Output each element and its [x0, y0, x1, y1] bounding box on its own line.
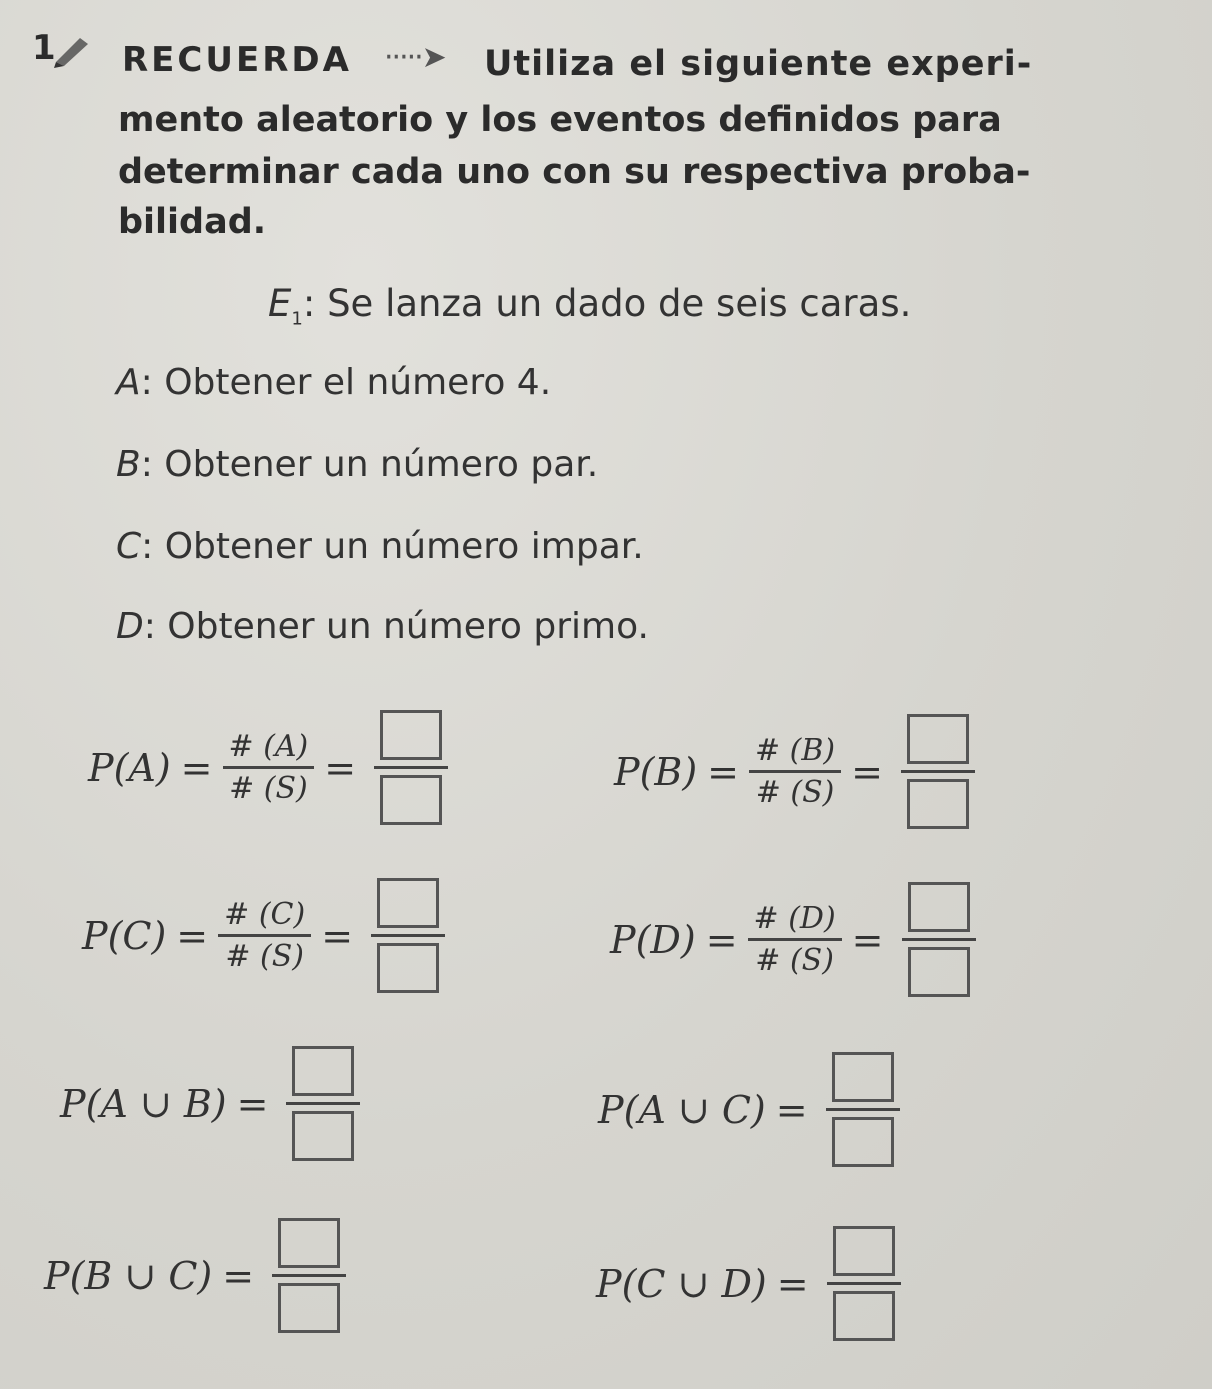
count-fraction [748, 899, 842, 980]
numerator-answer-box[interactable] [380, 710, 442, 760]
intro-line-3: determinar cada uno con su respectiva proba- [118, 152, 1031, 192]
numerator-answer-box[interactable] [278, 1218, 340, 1268]
event-a [116, 362, 551, 403]
fraction-denominator: # (S) [755, 775, 835, 810]
answer-fraction [272, 1212, 346, 1339]
answer-fraction [827, 1220, 901, 1347]
answer-fraction [902, 876, 976, 1003]
arrow-icon: ·····➤ [384, 40, 445, 75]
denominator-answer-box[interactable] [278, 1283, 340, 1333]
formula-lhs: P(C ∪ D) [596, 1261, 767, 1306]
equals-sign: = [180, 745, 213, 790]
formula-lhs: P(A ∪ B) [60, 1081, 227, 1126]
formula-lhs: P(A) [88, 745, 171, 790]
experiment-label: E [268, 282, 292, 325]
equals-sign: = [321, 913, 354, 958]
numerator-answer-box[interactable] [907, 714, 969, 764]
equals-sign: = [776, 1261, 809, 1306]
formula-p-b [614, 708, 975, 835]
equals-sign: = [324, 745, 357, 790]
equals-sign: = [707, 749, 739, 794]
fraction-numerator: # (C) [224, 897, 306, 932]
fraction-numerator: # (A) [228, 729, 309, 764]
formula-lhs: P(B) [614, 749, 698, 794]
answer-fraction [826, 1046, 900, 1173]
intro-line-1: Utiliza el siguiente experi- [484, 44, 1033, 84]
formula-p-b-union-c [44, 1212, 346, 1339]
experiment-statement [268, 282, 911, 329]
formula-p-a-union-c [598, 1046, 900, 1173]
equals-sign: = [775, 1087, 808, 1132]
event-d [116, 606, 649, 647]
formula-p-c [82, 872, 445, 999]
equals-sign: = [236, 1081, 269, 1126]
event-text: : Obtener un número impar. [141, 526, 644, 567]
count-fraction [749, 731, 841, 812]
formula-p-d [610, 876, 976, 1003]
equals-sign: = [705, 917, 738, 962]
equals-sign: = [851, 917, 884, 962]
fraction-bar [374, 766, 448, 769]
fraction-numerator: # (B) [755, 733, 836, 768]
intro-line-4: bilidad. [118, 202, 267, 242]
fraction-numerator: # (D) [753, 901, 836, 936]
fraction-bar [286, 1102, 360, 1105]
answer-fraction [286, 1040, 360, 1167]
formula-p-a-union-b [60, 1040, 360, 1167]
denominator-answer-box[interactable] [833, 1291, 895, 1341]
fraction-bar [826, 1108, 900, 1111]
equals-sign: = [222, 1253, 255, 1298]
formula-lhs: P(B ∪ C) [44, 1253, 213, 1298]
exercise-number: 1 [32, 28, 56, 68]
event-c [116, 526, 644, 567]
answer-fraction [374, 704, 448, 831]
event-label: B [116, 444, 141, 485]
event-label: C [116, 526, 142, 567]
fraction-bar [902, 938, 976, 941]
answer-fraction [901, 708, 975, 835]
pencil-icon [50, 32, 94, 68]
fraction-denominator: # (S) [225, 939, 304, 974]
numerator-answer-box[interactable] [377, 878, 439, 928]
event-label: D [116, 606, 144, 647]
equals-sign: = [851, 749, 883, 794]
formula-lhs: P(D) [610, 917, 696, 962]
event-b [116, 444, 598, 485]
formula-lhs: P(C) [82, 913, 167, 958]
event-text: : Obtener un número primo. [143, 606, 649, 647]
experiment-subscript: 1 [291, 308, 303, 330]
fraction-bar [827, 1282, 901, 1285]
numerator-answer-box[interactable] [833, 1226, 895, 1276]
denominator-answer-box[interactable] [907, 779, 969, 829]
intro-line-2: mento aleatorio y los eventos definidos para [118, 100, 1002, 140]
formula-p-a [88, 704, 448, 831]
fraction-bar [901, 770, 975, 773]
numerator-answer-box[interactable] [832, 1052, 894, 1102]
denominator-answer-box[interactable] [832, 1117, 894, 1167]
fraction-bar [371, 934, 445, 937]
denominator-answer-box[interactable] [377, 943, 439, 993]
section-heading: RECUERDA [122, 40, 352, 80]
event-text: : Obtener un número par. [140, 444, 599, 485]
fraction-bar [272, 1274, 346, 1277]
formula-p-c-union-d [596, 1220, 901, 1347]
fraction-denominator: # (S) [755, 943, 834, 978]
equals-sign: = [176, 913, 209, 958]
denominator-answer-box[interactable] [292, 1111, 354, 1161]
formula-lhs: P(A ∪ C) [598, 1087, 766, 1132]
denominator-answer-box[interactable] [908, 947, 970, 997]
numerator-answer-box[interactable] [908, 882, 970, 932]
count-fraction [218, 895, 311, 976]
count-fraction [223, 727, 315, 808]
event-label: A [116, 362, 141, 403]
fraction-denominator: # (S) [229, 771, 308, 806]
numerator-answer-box[interactable] [292, 1046, 354, 1096]
denominator-answer-box[interactable] [380, 775, 442, 825]
event-text: : Obtener el número 4. [140, 362, 552, 403]
answer-fraction [371, 872, 445, 999]
experiment-text: : Se lanza un dado de seis caras. [302, 282, 912, 325]
